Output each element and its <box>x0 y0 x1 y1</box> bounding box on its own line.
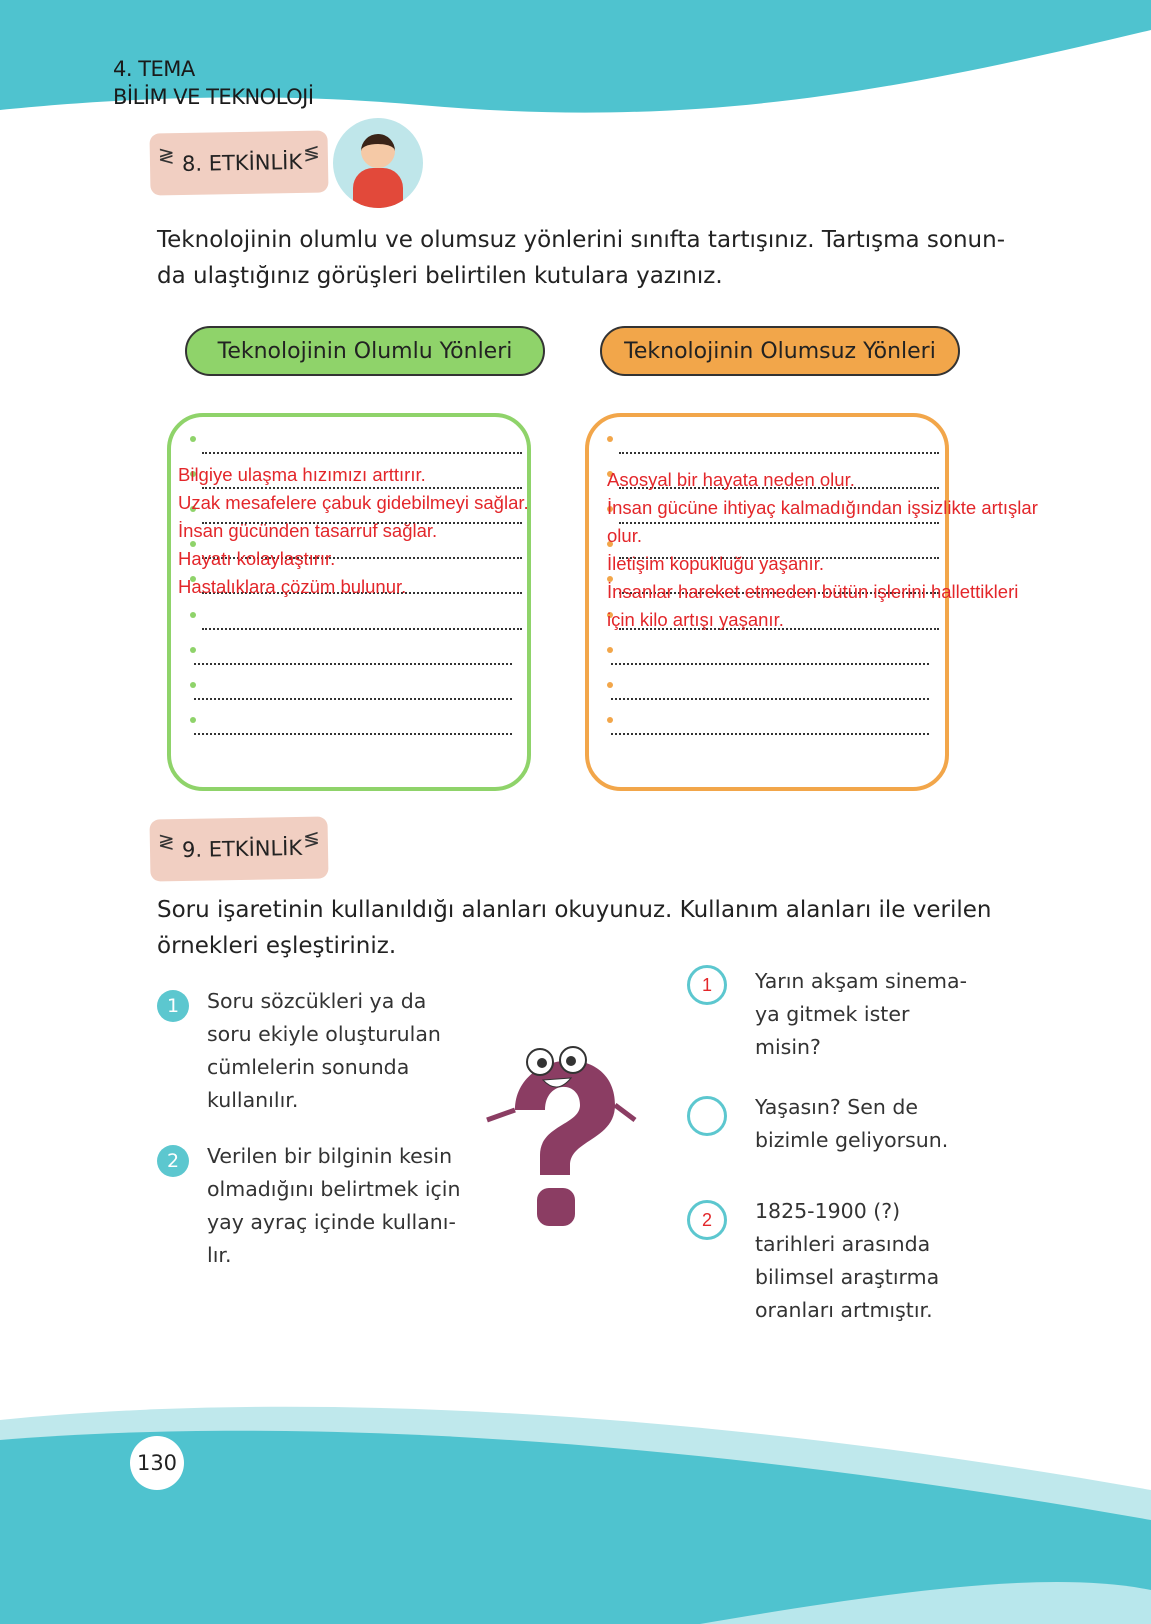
negative-answers[interactable] <box>607 466 1038 634</box>
positive-answers[interactable] <box>178 461 529 601</box>
negative-heading: Teknolojinin Olumsuz Yönleri <box>600 326 960 376</box>
activity-9-title: 9. ETKİNLİK <box>181 835 303 862</box>
example-2-text <box>755 1091 948 1157</box>
use-1-text <box>207 985 441 1117</box>
bullet-dot <box>190 436 196 442</box>
theme-number: 4. TEMA <box>113 57 195 81</box>
answer-text: İnsan gücünden tasarruf sağlar. <box>178 520 438 541</box>
zigzag-icon: ≷ <box>157 143 175 168</box>
answer-text: İnsan gücüne ihtiyaç kalmadığından işsizlikte artışlar <box>607 497 1038 518</box>
zigzag-icon: ≶ <box>302 140 321 165</box>
text-line: soru ekiyle oluşturulan <box>207 1022 441 1046</box>
text-line: Yaşasın? Sen de <box>755 1095 919 1119</box>
positive-heading: Teknolojinin Olumlu Yönleri <box>185 326 545 376</box>
answer-text: için kilo artışı yaşanır. <box>607 609 784 630</box>
text-line: Soru sözcükleri ya da <box>207 989 427 1013</box>
text-line: Yarın akşam sinema- <box>755 969 967 993</box>
writing-line <box>194 733 512 735</box>
answer-text: İletişim kopukluğu yaşanır. <box>607 553 824 574</box>
text-line: olmadığını belirtmek için <box>207 1177 461 1201</box>
writing-line <box>611 698 929 700</box>
writing-line <box>194 663 512 665</box>
example-1-text <box>755 965 967 1064</box>
text-line: cümlelerin sonunda <box>207 1055 410 1079</box>
writing-line <box>194 698 512 700</box>
use-2-text <box>207 1140 461 1272</box>
theme-title: BİLİM VE TEKNOLOJİ <box>113 85 314 109</box>
bullet-dot <box>607 647 613 653</box>
text-line: yay ayraç içinde kullanı- <box>207 1210 456 1234</box>
text-line: bilimsel araştırma <box>755 1265 940 1289</box>
bullet-dot <box>190 682 196 688</box>
writing-line <box>202 452 522 454</box>
bullet-dot <box>607 682 613 688</box>
instruction-line: örnekleri eşleştiriniz. <box>157 933 397 959</box>
page-number: 130 <box>130 1436 184 1490</box>
match-circle-3[interactable]: 2 <box>687 1200 727 1240</box>
bullet-dot <box>607 717 613 723</box>
answer-text: Bilgiye ulaşma hızımızı arttırır. <box>178 464 426 485</box>
writing-line <box>611 733 929 735</box>
text-line: ya gitmek ister <box>755 1002 910 1026</box>
answer-text: Asosyal bir hayata neden olur. <box>607 469 855 490</box>
text-line: lır. <box>207 1243 232 1267</box>
instruction-line: Teknolojinin olumlu ve olumsuz yönlerini sınıfta tartışınız. Tartışma sonun- <box>157 227 1006 253</box>
text-line: oranları artmıştır. <box>755 1298 933 1322</box>
zigzag-icon: ≶ <box>302 826 321 851</box>
activity-9-label <box>149 816 328 881</box>
girl-writing-illustration <box>333 118 423 208</box>
instruction-line: da ulaştığınız görüşleri belirtilen kutulara yazınız. <box>157 263 723 289</box>
bullet-dot <box>607 436 613 442</box>
activity-8-title: 8. ETKİNLİK <box>181 149 303 176</box>
text-line: tarihleri arasında <box>755 1232 931 1256</box>
use-number-2: 2 <box>157 1145 189 1177</box>
bullet-dot <box>190 717 196 723</box>
text-line: misin? <box>755 1035 821 1059</box>
text-line: bizimle geliyorsun. <box>755 1128 949 1152</box>
match-circle-2[interactable] <box>687 1096 727 1136</box>
writing-line <box>611 663 929 665</box>
activity-8-label <box>149 130 328 195</box>
question-mark-character-illustration <box>475 1030 645 1230</box>
answer-text: Hayatı kolaylaştırır. <box>178 548 336 569</box>
answer-text: Uzak mesafelere çabuk gidebilmeyi sağlar. <box>178 492 529 513</box>
text-line: Verilen bir bilginin kesin <box>207 1144 453 1168</box>
activity-8-instruction <box>157 222 1005 294</box>
activity-9-instruction <box>157 892 992 964</box>
bullet-dot <box>190 612 196 618</box>
footer-wave <box>0 1390 1151 1624</box>
text-line: 1825-1900 (?) <box>755 1199 901 1223</box>
zigzag-icon: ≷ <box>157 829 175 854</box>
text-line: kullanılır. <box>207 1088 299 1112</box>
bullet-dot <box>190 647 196 653</box>
example-3-text <box>755 1195 939 1327</box>
writing-line <box>619 452 939 454</box>
use-number-1: 1 <box>157 990 189 1022</box>
answer-text: olur. <box>607 525 642 546</box>
writing-line <box>202 628 522 630</box>
instruction-line: Soru işaretinin kullanıldığı alanları okuyunuz. Kullanım alanları ile verilen <box>157 897 992 923</box>
answer-text: Hastalıklara çözüm bulunur. <box>178 576 407 597</box>
theme-heading <box>113 55 314 111</box>
answer-text: İnsanlar hareket etmeden bütün işlerini hallettikleri <box>607 581 1019 602</box>
match-circle-1[interactable]: 1 <box>687 965 727 1005</box>
